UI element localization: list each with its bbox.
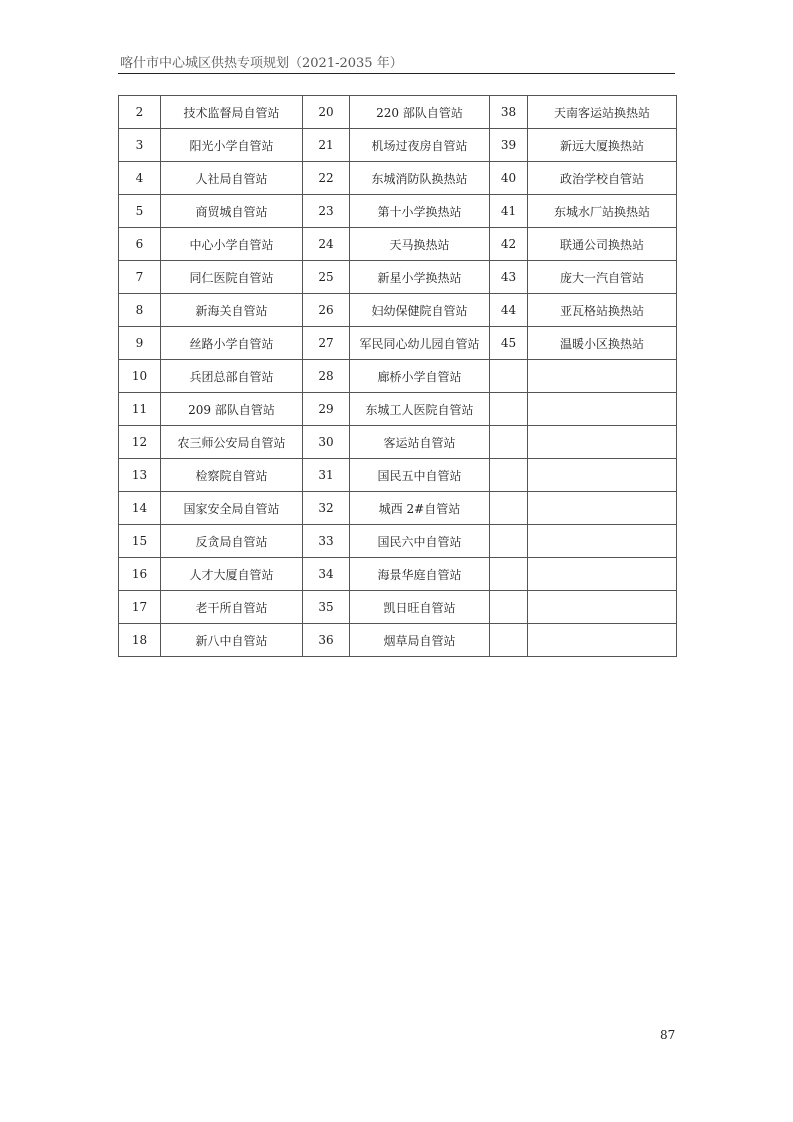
- station-name-cell: 军民同心幼儿园自管站: [350, 327, 490, 360]
- station-number-cell: 45: [490, 327, 528, 360]
- station-name-cell: 国民六中自管站: [350, 525, 490, 558]
- station-name-cell: 新星小学换热站: [350, 261, 490, 294]
- station-number-cell: 38: [490, 96, 528, 129]
- station-number-cell: 17: [119, 591, 161, 624]
- station-number-cell: 43: [490, 261, 528, 294]
- station-number-cell: [490, 558, 528, 591]
- station-name-cell: 亚瓦格站换热站: [528, 294, 677, 327]
- station-number-cell: 18: [119, 624, 161, 657]
- table-row: [119, 96, 677, 129]
- table-row: [119, 327, 677, 360]
- station-name-cell: [528, 525, 677, 558]
- station-name-cell: 天南客运站换热站: [528, 96, 677, 129]
- station-name-cell: 政治学校自管站: [528, 162, 677, 195]
- heating-station-table: [118, 95, 677, 657]
- station-number-cell: [490, 426, 528, 459]
- station-name-cell: 技术监督局自管站: [161, 96, 303, 129]
- station-name-cell: 东城消防队换热站: [350, 162, 490, 195]
- station-number-cell: 3: [119, 129, 161, 162]
- station-name-cell: 兵团总部自管站: [161, 360, 303, 393]
- table-body: [119, 96, 677, 657]
- station-name-cell: 新海关自管站: [161, 294, 303, 327]
- station-number-cell: 10: [119, 360, 161, 393]
- station-name-cell: 中心小学自管站: [161, 228, 303, 261]
- station-number-cell: 20: [303, 96, 350, 129]
- table-row: [119, 129, 677, 162]
- station-number-cell: 23: [303, 195, 350, 228]
- table-row: [119, 492, 677, 525]
- table-row: [119, 228, 677, 261]
- station-name-cell: 天马换热站: [350, 228, 490, 261]
- station-name-cell: 丝路小学自管站: [161, 327, 303, 360]
- station-name-cell: 庞大一汽自管站: [528, 261, 677, 294]
- station-number-cell: 25: [303, 261, 350, 294]
- station-number-cell: 12: [119, 426, 161, 459]
- station-number-cell: 34: [303, 558, 350, 591]
- station-number-cell: [490, 624, 528, 657]
- station-number-cell: 7: [119, 261, 161, 294]
- station-number-cell: 14: [119, 492, 161, 525]
- station-name-cell: 国家安全局自管站: [161, 492, 303, 525]
- station-name-cell: 妇幼保健院自管站: [350, 294, 490, 327]
- station-number-cell: 13: [119, 459, 161, 492]
- station-name-cell: 东城水厂站换热站: [528, 195, 677, 228]
- station-name-cell: 海景华庭自管站: [350, 558, 490, 591]
- station-name-cell: 新八中自管站: [161, 624, 303, 657]
- station-name-cell: [528, 591, 677, 624]
- station-number-cell: 27: [303, 327, 350, 360]
- station-number-cell: 35: [303, 591, 350, 624]
- station-number-cell: 42: [490, 228, 528, 261]
- table-row: [119, 624, 677, 657]
- station-number-cell: 28: [303, 360, 350, 393]
- station-number-cell: 15: [119, 525, 161, 558]
- table-row: [119, 591, 677, 624]
- station-name-cell: [528, 558, 677, 591]
- station-name-cell: [528, 426, 677, 459]
- station-name-cell: 209 部队自管站: [161, 393, 303, 426]
- station-number-cell: 22: [303, 162, 350, 195]
- station-name-cell: 人才大厦自管站: [161, 558, 303, 591]
- station-number-cell: 8: [119, 294, 161, 327]
- station-number-cell: 9: [119, 327, 161, 360]
- station-name-cell: 烟草局自管站: [350, 624, 490, 657]
- station-number-cell: 32: [303, 492, 350, 525]
- station-number-cell: 29: [303, 393, 350, 426]
- station-name-cell: 反贪局自管站: [161, 525, 303, 558]
- table-row: [119, 393, 677, 426]
- station-name-cell: [528, 624, 677, 657]
- station-number-cell: 2: [119, 96, 161, 129]
- station-number-cell: [490, 492, 528, 525]
- station-name-cell: 联通公司换热站: [528, 228, 677, 261]
- station-number-cell: 6: [119, 228, 161, 261]
- station-number-cell: 21: [303, 129, 350, 162]
- table-row: [119, 459, 677, 492]
- station-name-cell: 东城工人医院自管站: [350, 393, 490, 426]
- station-name-cell: 廊桥小学自管站: [350, 360, 490, 393]
- station-name-cell: 机场过夜房自管站: [350, 129, 490, 162]
- station-number-cell: 24: [303, 228, 350, 261]
- table-row: [119, 162, 677, 195]
- table-row: [119, 525, 677, 558]
- table-row: [119, 426, 677, 459]
- station-number-cell: [490, 525, 528, 558]
- station-name-cell: 同仁医院自管站: [161, 261, 303, 294]
- station-name-cell: 检察院自管站: [161, 459, 303, 492]
- station-number-cell: 36: [303, 624, 350, 657]
- station-name-cell: 国民五中自管站: [350, 459, 490, 492]
- station-number-cell: 39: [490, 129, 528, 162]
- station-name-cell: 阳光小学自管站: [161, 129, 303, 162]
- station-number-cell: 30: [303, 426, 350, 459]
- page-number: 87: [660, 1028, 676, 1042]
- station-name-cell: 客运站自管站: [350, 426, 490, 459]
- station-name-cell: 第十小学换热站: [350, 195, 490, 228]
- station-number-cell: 5: [119, 195, 161, 228]
- station-number-cell: 33: [303, 525, 350, 558]
- station-number-cell: 44: [490, 294, 528, 327]
- table-row: [119, 294, 677, 327]
- station-name-cell: 温暖小区换热站: [528, 327, 677, 360]
- table-row: [119, 261, 677, 294]
- station-name-cell: [528, 360, 677, 393]
- station-number-cell: [490, 459, 528, 492]
- station-number-cell: 16: [119, 558, 161, 591]
- station-number-cell: 4: [119, 162, 161, 195]
- station-name-cell: [528, 459, 677, 492]
- running-header: 喀什市中心城区供热专项规划（2021-2035 年）: [120, 56, 403, 71]
- station-name-cell: [528, 492, 677, 525]
- table-row: [119, 360, 677, 393]
- station-name-cell: 农三师公安局自管站: [161, 426, 303, 459]
- station-name-cell: 220 部队自管站: [350, 96, 490, 129]
- station-number-cell: [490, 591, 528, 624]
- station-name-cell: [528, 393, 677, 426]
- station-number-cell: 26: [303, 294, 350, 327]
- station-name-cell: 城西 2#自管站: [350, 492, 490, 525]
- station-number-cell: 31: [303, 459, 350, 492]
- station-number-cell: 40: [490, 162, 528, 195]
- table-row: [119, 558, 677, 591]
- header-rule: [118, 73, 675, 74]
- station-name-cell: 老干所自管站: [161, 591, 303, 624]
- station-name-cell: 新远大厦换热站: [528, 129, 677, 162]
- station-number-cell: 11: [119, 393, 161, 426]
- station-name-cell: 商贸城自管站: [161, 195, 303, 228]
- table-row: [119, 195, 677, 228]
- station-name-cell: 凯日旺自管站: [350, 591, 490, 624]
- station-number-cell: [490, 393, 528, 426]
- station-name-cell: 人社局自管站: [161, 162, 303, 195]
- station-number-cell: 41: [490, 195, 528, 228]
- station-number-cell: [490, 360, 528, 393]
